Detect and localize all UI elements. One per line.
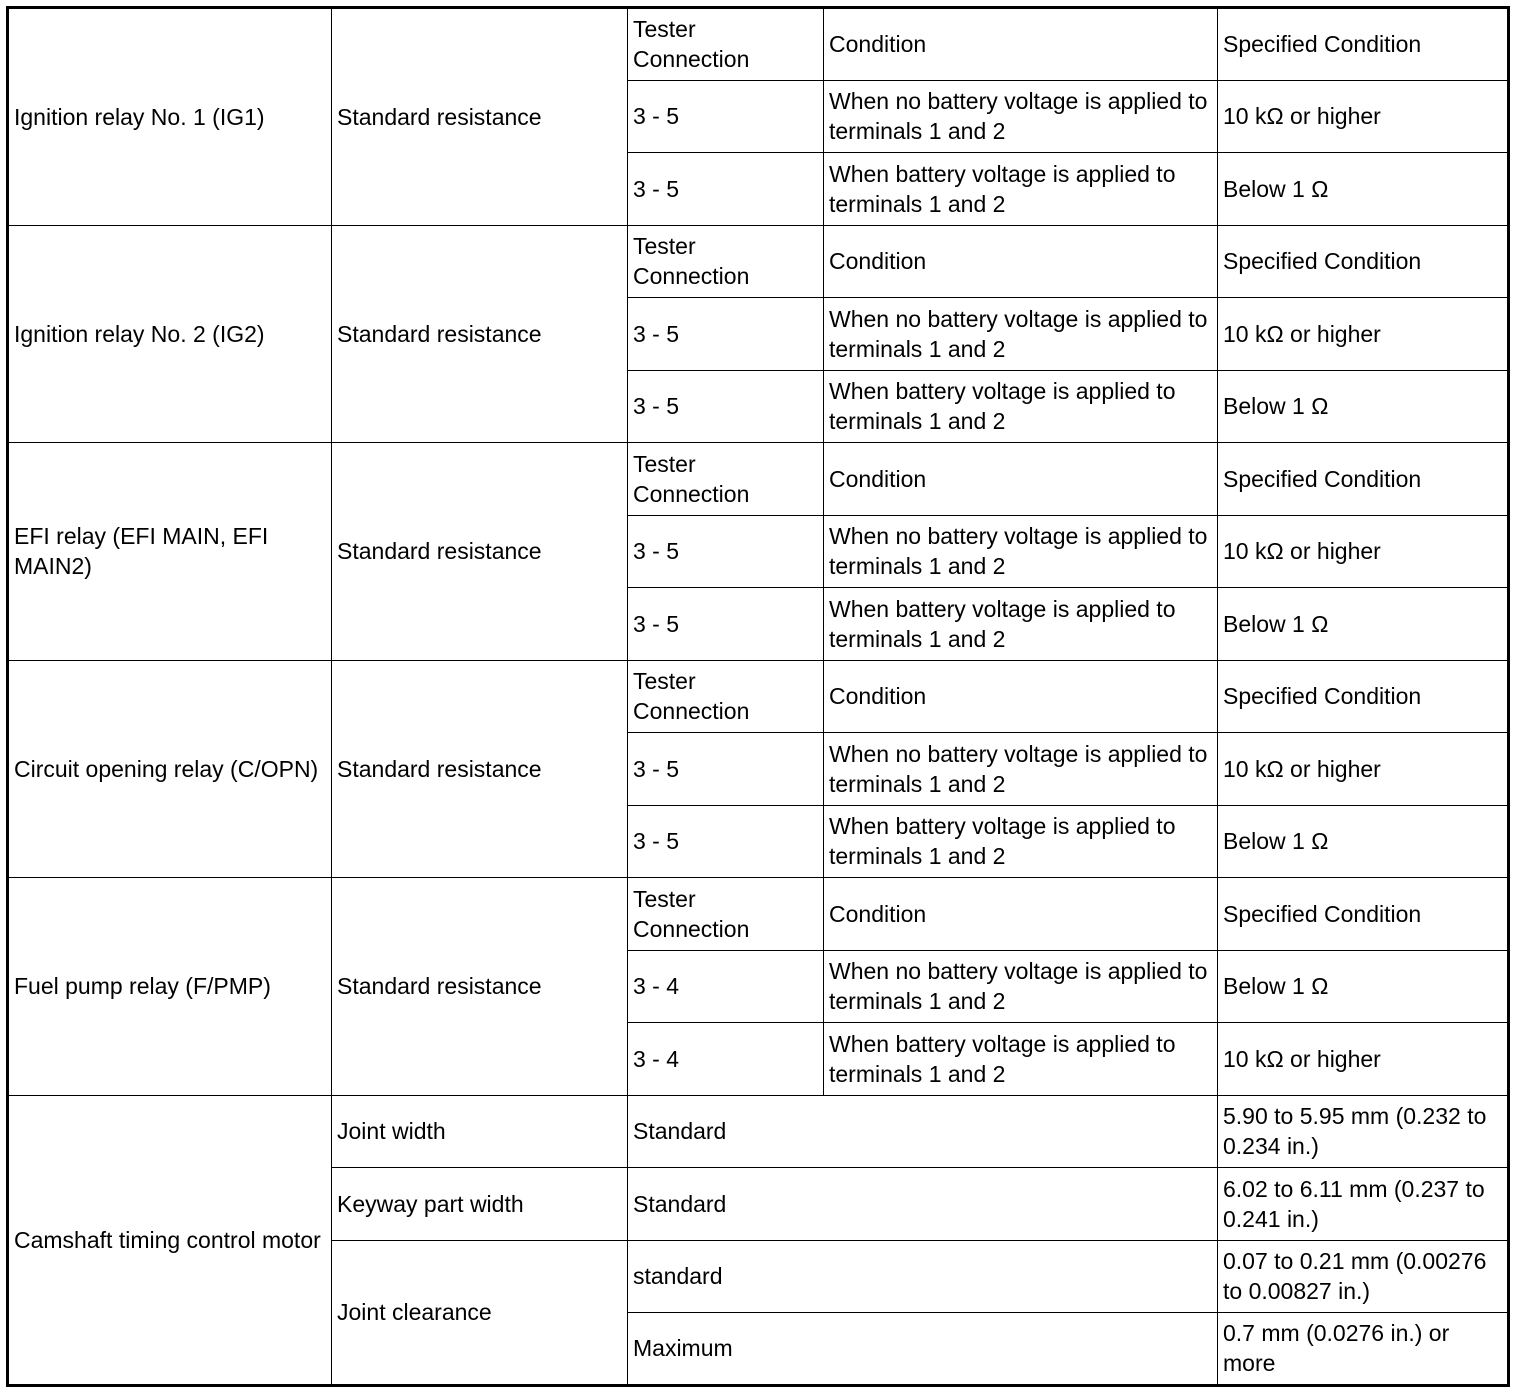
table-row xyxy=(8,225,1509,298)
specified-condition-cell: Below 1 Ω xyxy=(1218,153,1509,226)
component-cell: Fuel pump relay (F/PMP) xyxy=(8,878,332,1096)
tester-connection-header: Tester Connection xyxy=(628,443,824,516)
tester-connection-cell: 3 - 5 xyxy=(628,805,824,878)
specified-condition-cell: Below 1 Ω xyxy=(1218,588,1509,661)
condition-cell: When no battery voltage is applied to terminals 1 and 2 xyxy=(824,298,1218,371)
spec-type-cell: Standard xyxy=(628,1095,1218,1168)
condition-cell: When no battery voltage is applied to terminals 1 and 2 xyxy=(824,950,1218,1023)
component-cell: Circuit opening relay (C/OPN) xyxy=(8,660,332,878)
parameter-cell: Standard resistance xyxy=(332,8,628,226)
spec-type-cell: standard xyxy=(628,1240,1218,1313)
condition-header: Condition xyxy=(824,8,1218,81)
spec-type-cell: Standard xyxy=(628,1168,1218,1241)
table-row xyxy=(8,1095,1509,1168)
specified-condition-cell: Below 1 Ω xyxy=(1218,370,1509,443)
tester-connection-cell: 3 - 4 xyxy=(628,1023,824,1096)
condition-cell: When battery voltage is applied to terminals 1 and 2 xyxy=(824,1023,1218,1096)
parameter-cell: Standard resistance xyxy=(332,660,628,878)
condition-header: Condition xyxy=(824,660,1218,733)
tester-connection-cell: 3 - 5 xyxy=(628,515,824,588)
relay-inspection-spec-table xyxy=(6,6,1510,1387)
condition-cell: When battery voltage is applied to terminals 1 and 2 xyxy=(824,153,1218,226)
condition-cell: When no battery voltage is applied to terminals 1 and 2 xyxy=(824,733,1218,806)
parameter-cell: Standard resistance xyxy=(332,225,628,443)
specified-condition-cell: 10 kΩ or higher xyxy=(1218,733,1509,806)
component-cell: EFI relay (EFI MAIN, EFI MAIN2) xyxy=(8,443,332,661)
component-cell: Ignition relay No. 1 (IG1) xyxy=(8,8,332,226)
component-cell: Ignition relay No. 2 (IG2) xyxy=(8,225,332,443)
condition-cell: When battery voltage is applied to terminals 1 and 2 xyxy=(824,588,1218,661)
specified-condition-cell: Below 1 Ω xyxy=(1218,950,1509,1023)
tester-connection-cell: 3 - 5 xyxy=(628,588,824,661)
specified-condition-cell: 0.07 to 0.21 mm (0.00276 to 0.00827 in.) xyxy=(1218,1240,1509,1313)
table-row xyxy=(8,443,1509,516)
specified-condition-cell: 10 kΩ or higher xyxy=(1218,1023,1509,1096)
spec-type-cell: Maximum xyxy=(628,1313,1218,1386)
condition-cell: When battery voltage is applied to terminals 1 and 2 xyxy=(824,805,1218,878)
table-row xyxy=(8,8,1509,81)
condition-cell: When no battery voltage is applied to terminals 1 and 2 xyxy=(824,80,1218,153)
condition-header: Condition xyxy=(824,225,1218,298)
specified-condition-header: Specified Condition xyxy=(1218,878,1509,951)
parameter-cell: Standard resistance xyxy=(332,878,628,1096)
condition-cell: When no battery voltage is applied to terminals 1 and 2 xyxy=(824,515,1218,588)
specified-condition-cell: 10 kΩ or higher xyxy=(1218,515,1509,588)
specified-condition-cell: 10 kΩ or higher xyxy=(1218,80,1509,153)
tester-connection-cell: 3 - 5 xyxy=(628,80,824,153)
tester-connection-header: Tester Connection xyxy=(628,8,824,81)
condition-header: Condition xyxy=(824,878,1218,951)
tester-connection-header: Tester Connection xyxy=(628,660,824,733)
tester-connection-cell: 3 - 4 xyxy=(628,950,824,1023)
tester-connection-header: Tester Connection xyxy=(628,878,824,951)
component-cell: Camshaft timing control motor xyxy=(8,1095,332,1385)
condition-cell: When battery voltage is applied to terminals 1 and 2 xyxy=(824,370,1218,443)
specified-condition-header: Specified Condition xyxy=(1218,225,1509,298)
parameter-cell: Keyway part width xyxy=(332,1168,628,1241)
parameter-cell: Joint clearance xyxy=(332,1240,628,1385)
specified-condition-header: Specified Condition xyxy=(1218,443,1509,516)
specified-condition-cell: 0.7 mm (0.0276 in.) or more xyxy=(1218,1313,1509,1386)
tester-connection-cell: 3 - 5 xyxy=(628,370,824,443)
specified-condition-cell: Below 1 Ω xyxy=(1218,805,1509,878)
table-row xyxy=(8,878,1509,951)
tester-connection-cell: 3 - 5 xyxy=(628,153,824,226)
condition-header: Condition xyxy=(824,443,1218,516)
specified-condition-header: Specified Condition xyxy=(1218,8,1509,81)
parameter-cell: Joint width xyxy=(332,1095,628,1168)
table-row xyxy=(8,660,1509,733)
parameter-cell: Standard resistance xyxy=(332,443,628,661)
tester-connection-cell: 3 - 5 xyxy=(628,733,824,806)
specified-condition-cell: 5.90 to 5.95 mm (0.232 to 0.234 in.) xyxy=(1218,1095,1509,1168)
specified-condition-cell: 10 kΩ or higher xyxy=(1218,298,1509,371)
tester-connection-header: Tester Connection xyxy=(628,225,824,298)
tester-connection-cell: 3 - 5 xyxy=(628,298,824,371)
specified-condition-cell: 6.02 to 6.11 mm (0.237 to 0.241 in.) xyxy=(1218,1168,1509,1241)
specified-condition-header: Specified Condition xyxy=(1218,660,1509,733)
